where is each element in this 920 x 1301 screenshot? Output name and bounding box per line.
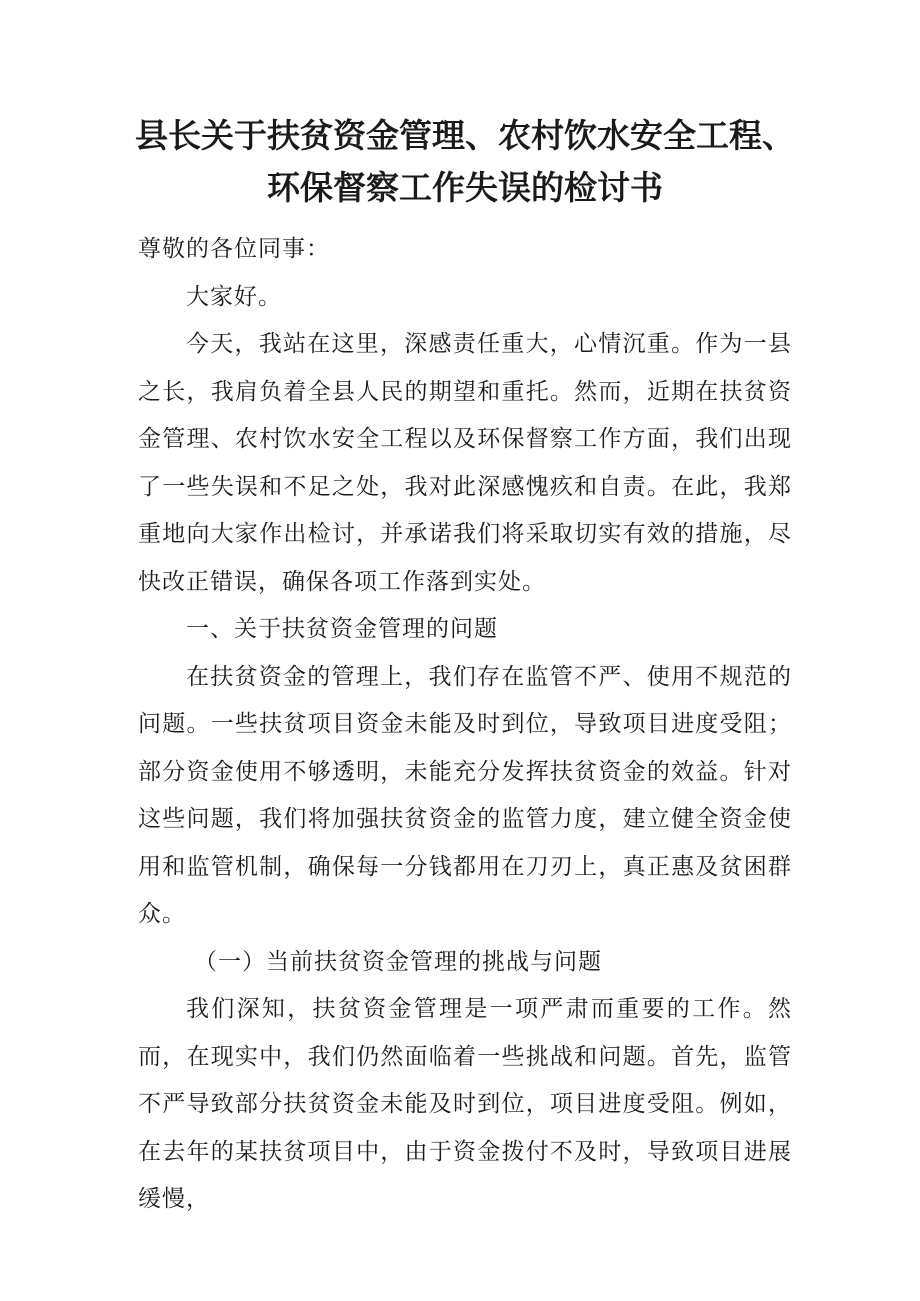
- paragraph-greeting: 大家好。: [186, 283, 282, 310]
- paragraph-subsection-1: 我们深知，扶贫资金管理是一项严肃而重要的工作。然而，在现实中，我们仍然面临着一些挑战和问题。首先，监管不严导致部分扶贫资金未能及时到位，项目进度受阻。例如，在去年的某扶贫项目中，由于资金拨付不及时，导致项目进展缓慢，: [138, 996, 792, 1212]
- salutation: 尊敬的各位同事：: [138, 236, 330, 262]
- document-body: [138, 226, 792, 1224]
- paragraph-intro: 今天，我站在这里，深感责任重大，心情沉重。作为一县之长，我肩负着全县人民的期望和重托。然而，近期在扶贫资金管理、农村饮水安全工程以及环保督察工作方面，我们出现了一些失误和不足之处，我对此深感愧疚和自责。在此，我郑重地向大家作出检讨，并承诺我们将采取切实有效的措施，尽快改正错误，确保各项工作落到实处。: [138, 331, 792, 595]
- paragraph-section-1: 在扶贫资金的管理上，我们存在监管不严、使用不规范的问题。一些扶贫项目资金未能及时到位，导致项目进度受阻；部分资金使用不够透明，未能充分发挥扶贫资金的效益。针对这些问题，我们将加强扶贫资金的监管力度，建立健全资金使用和监管机制，确保每一分钱都用在刀刃上，真正惠及贫困群众。: [138, 663, 792, 927]
- section-heading-1: 一、关于扶贫资金管理的问题: [186, 616, 498, 642]
- subsection-heading-1: （一）当前扶贫资金管理的挑战与问题: [194, 948, 602, 975]
- document-title: 县长关于扶贫资金管理、农村饮水安全工程、环保督察工作失误的检讨书: [135, 116, 795, 207]
